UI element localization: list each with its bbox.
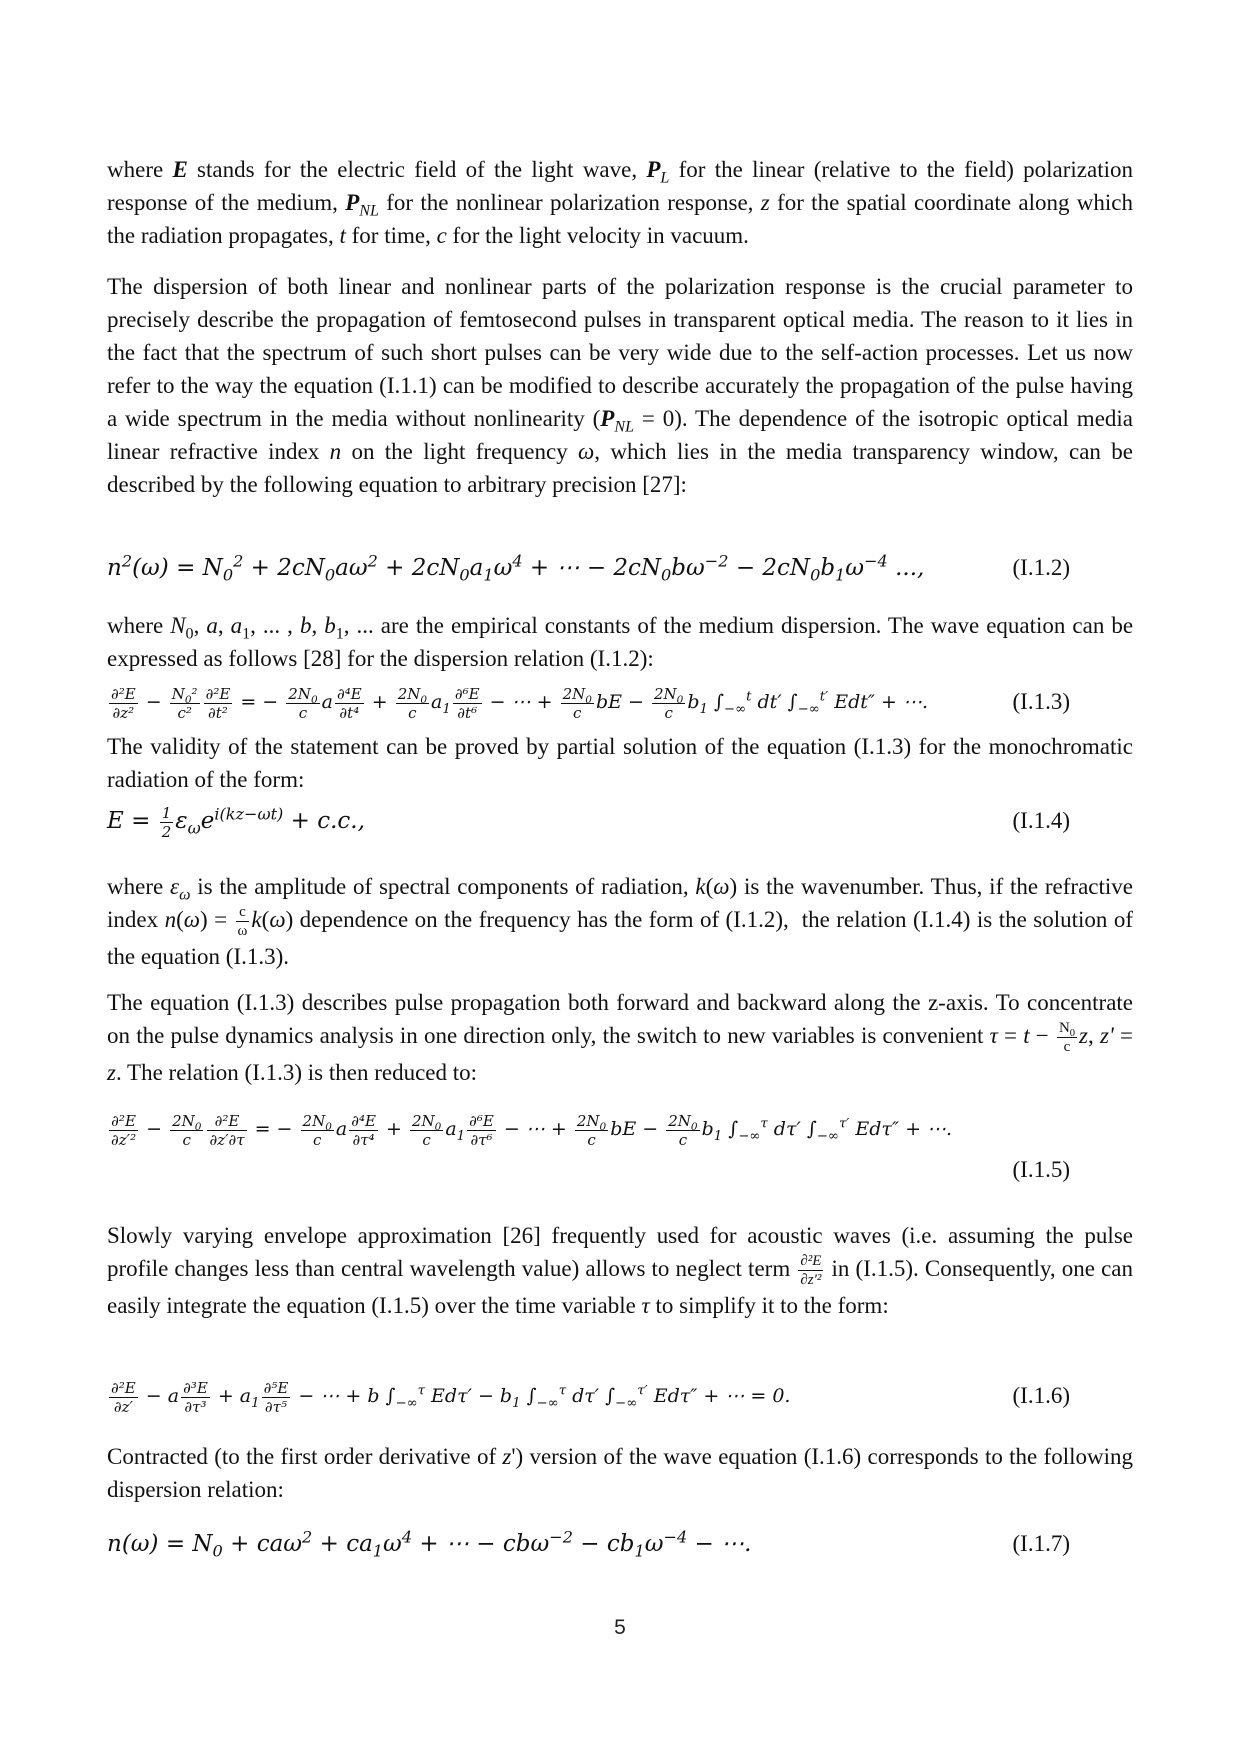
equation-number: (I.1.4) <box>1012 808 1070 833</box>
equation-I-1-2 <box>107 548 1133 588</box>
page-number: 5 <box>614 1616 626 1639</box>
equation-body: E = $\frac{1}{2}$ $\varepsilon_\omega e^{i(kz-\omega t)} + c.c$., <box>107 803 365 841</box>
equation-body: $\frac{\text{∂²E}}{\text{∂z′²}}$ − $\frac{2N_0}{c}$ $\frac{\text{∂²E}}{\partial z'\partial\tau}$ = − $\frac{2N_0}{c}$ a $\frac{\text{∂⁴E}}{\text{∂τ⁴}}$ + $\frac{2N_0}{c}$ $a_1$ $\frac{\text{∂⁶E}}{\text{∂τ⁶}}$ − ⋯ + $\frac{2N_0}{c}$ bE − $\frac{2N_0}{c}$ $b_1$ $\int_{-\infty}^\tau$ dτ′ $\int_{-\infty}^{\tau'}$ Edτ″ + ⋯. <box>111 1111 953 1149</box>
equation-I-1-7 <box>107 1524 1133 1564</box>
paragraph-4: The validity of the statement can be proved by partial solution of the equation (I.1.3) for the monochromatic radiation of the form: <box>107 734 1133 792</box>
equation-I-1-3 <box>107 682 1133 722</box>
equation-body: $n^2(\omega) = N_0^2 + 2cN_0a\omega^2 + 2cN_0a_1\omega^4$ + ⋯ − $2cN_0b\omega^{-2} - 2cN_0b_1\omega^{-4}$ ..., <box>107 551 925 585</box>
paragraph-6: The equation (I.1.3) describes pulse propagation both forward and backward along the z-axis. To concentrate on the pulse dynamics analysis in one direction only, the switch to new variables is convenient τ = t − $\frac{N_0}{c}$ z, z' = z. The relation (I.1.3) is then reduced to: <box>107 990 1133 1086</box>
equation-I-1-4 <box>107 801 1133 841</box>
equation-body: $\frac{\text{∂²E}}{\text{∂z²}}$ − $\frac{N_0^2}{\text{c²}}$ $\frac{\text{∂²E}}{\text{∂t²}}$ = − $\frac{2N_0}{c}$ a $\frac{\text{∂⁴E}}{\text{∂t⁴}}$ + $\frac{2N_0}{c}$ $a_1$ $\frac{\text{∂⁶E}}{\text{∂t⁶}}$ − ⋯ + $\frac{2N_0}{c}$ bE − $\frac{2N_0}{c}$ $b_1$ $\int_{-\infty}^t$ dt′ $\int_{-\infty}^{t'}$ Edt″ + ⋯. <box>111 684 929 722</box>
equation-number: (I.1.5) <box>1012 1157 1070 1182</box>
paragraph-2: The dispersion of both linear and nonlinear parts of the polarization response is the crucial parameter to precisely describe the propagation of femtosecond pulses in transparent optical media. The reason to it lies in the fact that the spectrum of such short pulses can be very wide due to the self-action processes. Let us now refer to the way the equation (I.1.1) can be modified to describe accurately the propagation of the pulse having a wide spectrum in the media without nonlinearity $(P_{NL} = 0)$. The dependence of the isotropic optical media linear refractive index n on the light frequency ω, which lies in the media transparency window, can be described by the following equation to arbitrary precision [27]: <box>107 274 1133 497</box>
equation-number: (I.1.6) <box>1012 1383 1070 1408</box>
equation-number: (I.1.7) <box>1012 1531 1070 1556</box>
paragraph-3: where $N_0$, a, $a_1$, ... , b, $b_1$, ... are the empirical constants of the medium dispersion. The wave equation can be expressed as follows [28] for the dispersion relation (I.1.2): <box>107 613 1134 671</box>
equation-body: $n(\omega) = N_0 + ca\omega^2 + ca_1\omega^4$ + ⋯ − $cb\omega^{-2} - cb_1\omega^{-4}$ − ⋯. <box>107 1527 752 1561</box>
equation-I-1-5-number-row <box>107 1150 1133 1190</box>
equation-I-1-5 <box>107 1109 1133 1149</box>
equation-body: $\frac{\text{∂²E}}{\partial z'}$ − a $\frac{\text{∂³E}}{\text{∂τ³}}$ + $a_1$ $\frac{\text{∂⁵E}}{\text{∂τ⁵}}$ − ⋯ + b $\int_{-\infty}^\tau$ $Ed\tau' - b_1$ $\int_{-\infty}^\tau$ dτ′ $\int_{-\infty}^{\tau'}$ Edτ″ + ⋯ = 0. <box>111 1378 791 1416</box>
equation-I-1-6 <box>107 1376 1133 1416</box>
paragraph-1: where E stands for the electric field of the light wave, $P_L$ for the linear (relative to the field) polarization response of the medium, $P_{NL}$ for the nonlinear polarization response, z for the spatial coordinate along which the radiation propagates, t for time, c for the light velocity in vacuum. <box>107 157 1134 248</box>
paragraph-5: where $\varepsilon_\omega$ is the amplitude of spectral components of radiation, k(ω) is the wavenumber. Thus, if the refractive index n(ω) = $\frac{c}{\omega}$ k(ω) dependence on the frequency has the form of (I.1.2), the relation (I.1.4) is the solution of the equation (I.1.3). <box>107 874 1133 970</box>
equation-number: (I.1.2) <box>1012 555 1070 580</box>
equation-number: (I.1.3) <box>1012 689 1070 714</box>
paragraph-7: Slowly varying envelope approximation [26] frequently used for acoustic waves (i.e. assuming the pulse profile changes less than central wavelength value) allows to neglect term $\frac{\text{∂²E}}{\text{∂z′²}}$ in (I.1.5). Consequently, one can easily integrate the equation (I.1.5) over the time variable τ to simplify it to the form: <box>107 1223 1133 1319</box>
paragraph-8: Contracted (to the first order derivative of z') version of the wave equation (I.1.6) corresponds to the following dispersion relation: <box>107 1444 1133 1502</box>
